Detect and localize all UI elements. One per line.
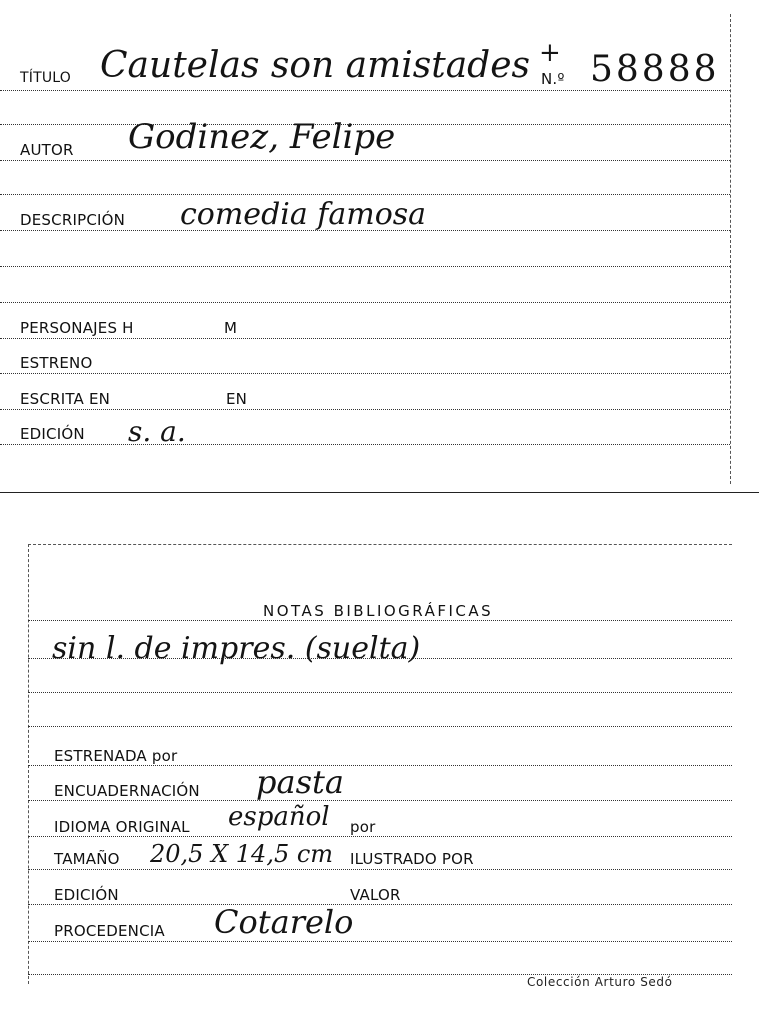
idioma-por-label: por <box>350 818 376 836</box>
autor-line <box>0 160 730 161</box>
bottom-catalog-card <box>0 540 759 1028</box>
autor-line-2 <box>0 194 730 195</box>
escrita-line <box>0 409 730 410</box>
descripcion-line <box>0 230 730 231</box>
top-catalog-card <box>0 0 759 492</box>
edicion-line <box>0 444 730 445</box>
procedencia-value: Cotarelo <box>214 903 354 941</box>
card-divider <box>0 492 759 493</box>
numero-label: N.º <box>541 70 565 88</box>
estreno-label: ESTRENO <box>20 354 93 372</box>
estreno-line <box>0 373 730 374</box>
descripcion-value: comedia famosa <box>180 197 427 232</box>
titulo-line <box>0 90 730 91</box>
estrenada-line <box>28 765 732 766</box>
titulo-label: TÍTULO <box>20 70 71 86</box>
descripcion-line-3 <box>0 302 730 303</box>
notas-heading: NOTAS BIBLIOGRÁFICAS <box>263 602 494 620</box>
notas-line-3 <box>28 726 732 727</box>
edicion-bottom-line <box>28 904 732 905</box>
edicion-label: EDICIÓN <box>20 425 85 443</box>
encuadernacion-value: pasta <box>256 763 344 801</box>
idioma-value: español <box>228 802 330 832</box>
descripcion-line-2 <box>0 266 730 267</box>
notas-line-1 <box>28 658 732 659</box>
catalog-number: 58888 <box>590 49 720 90</box>
personajes-h-label: PERSONAJES H <box>20 319 134 337</box>
notas-line-2 <box>28 692 732 693</box>
escrita-en-second-label: EN <box>226 390 248 408</box>
procedencia-label: PROCEDENCIA <box>54 922 165 940</box>
titulo-value: Cautelas son amistades <box>100 45 530 86</box>
collection-footer: Colección Arturo Sedó <box>527 975 673 989</box>
card-left-edge <box>28 544 29 984</box>
ilustrado-por-label: ILUSTRADO POR <box>350 850 474 868</box>
edicion-value: s. a. <box>128 415 186 448</box>
descripcion-label: DESCRIPCIÓN <box>20 211 126 229</box>
notas-value: sin l. de impres. (suelta) <box>52 631 421 666</box>
idioma-line <box>28 836 732 837</box>
idioma-label: IDIOMA ORIGINAL <box>54 818 190 836</box>
personajes-m-label: M <box>224 319 238 337</box>
autor-value: Godinez, Felipe <box>128 117 396 157</box>
encuadernacion-line <box>28 800 732 801</box>
titulo-cross-mark: + <box>539 38 561 68</box>
tamano-label: TAMAÑO <box>54 850 120 868</box>
valor-label: VALOR <box>350 886 401 904</box>
tamano-value: 20,5 X 14,5 cm <box>150 840 334 868</box>
tamano-line <box>28 869 732 870</box>
card-right-edge <box>730 14 731 484</box>
notas-heading-line <box>28 620 732 621</box>
encuadernacion-label: ENCUADERNACIÓN <box>54 782 200 800</box>
autor-label: AUTOR <box>20 141 74 159</box>
escrita-en-label: ESCRITA EN <box>20 390 111 408</box>
card-top-edge <box>28 544 732 545</box>
edicion-bottom-label: EDICIÓN <box>54 886 119 904</box>
estrenada-label: ESTRENADA por <box>54 747 178 765</box>
procedencia-line <box>28 941 732 942</box>
personajes-line <box>0 338 730 339</box>
